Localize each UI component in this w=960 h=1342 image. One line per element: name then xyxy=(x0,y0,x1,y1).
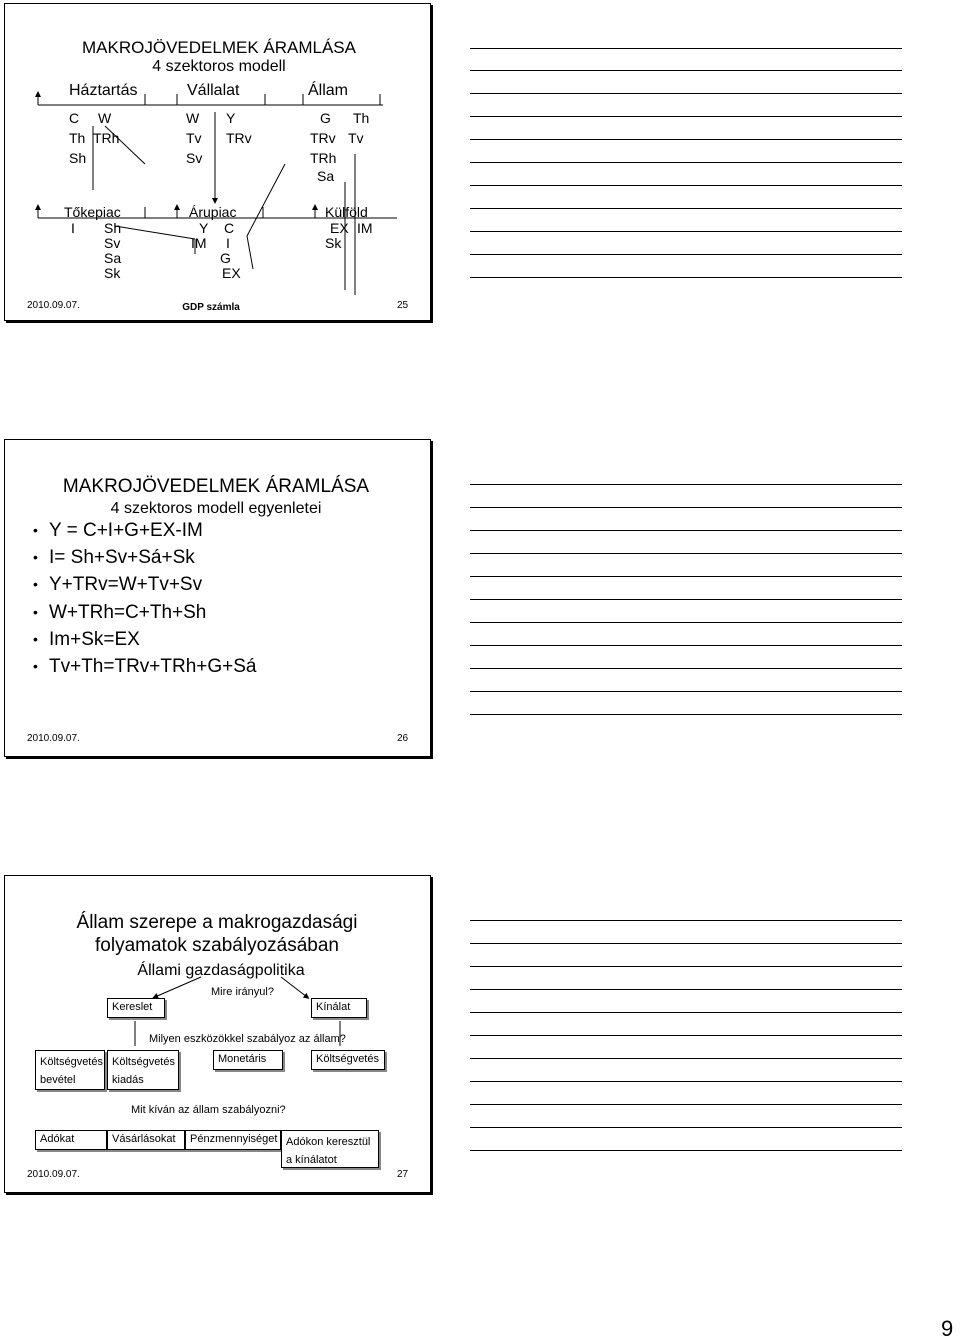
notes-line xyxy=(470,116,902,117)
state-item: Th xyxy=(353,110,370,126)
hh-item: TRh xyxy=(93,130,120,146)
state-item: TRh xyxy=(310,150,337,166)
equation-list xyxy=(33,517,257,680)
equation: • W+TRh=C+Th+Sh xyxy=(33,599,257,626)
goods-item: Y xyxy=(199,220,209,236)
notes-line xyxy=(470,185,902,186)
notes-line xyxy=(470,139,902,140)
notes-line xyxy=(470,48,902,49)
notes-line xyxy=(470,70,902,71)
firm-item: TRv xyxy=(226,130,252,146)
notes-line xyxy=(470,943,902,944)
firm-item: Y xyxy=(226,110,236,126)
tool-line: kiadás xyxy=(112,1074,144,1086)
goods-item: IM xyxy=(191,235,207,251)
policy-label: Állami gazdaságpolitika xyxy=(137,962,305,979)
capital-item: Sh xyxy=(104,220,122,236)
notes-line xyxy=(470,668,902,669)
firm-item: W xyxy=(186,110,200,126)
goods-item: EX xyxy=(222,265,241,281)
sector-household: Háztartás xyxy=(69,82,138,99)
notes-line xyxy=(470,553,902,554)
question-3: Mit kíván az állam szabályozni? xyxy=(131,1104,286,1116)
slide-footer: GDP számla xyxy=(182,302,240,313)
supply-label: Kínálat xyxy=(316,1001,351,1013)
page-number: 9 xyxy=(941,1316,954,1341)
slide-title: MAKROJÖVEDELMEK ÁRAMLÁSA xyxy=(62,476,370,497)
equation: • Tv+Th=TRv+TRh+G+Sá xyxy=(33,653,257,680)
notes-line xyxy=(470,989,902,990)
notes-line xyxy=(470,93,902,94)
question-2: Milyen eszközökkel szabályoz az állam? xyxy=(149,1033,346,1045)
foreign-item: Sk xyxy=(325,235,342,251)
notes-line xyxy=(470,691,902,692)
notes-line xyxy=(470,530,902,531)
notes-line xyxy=(470,1012,902,1013)
hh-item: Sh xyxy=(69,150,87,166)
notes-line xyxy=(470,1127,902,1128)
slide-title-line2: folyamatok szabályozásában xyxy=(95,935,339,956)
slide-subtitle: 4 szektoros modell egyenletei xyxy=(110,500,322,517)
target-label: Pénzmennyiséget xyxy=(190,1133,278,1145)
tool-line: Költségvetés xyxy=(40,1056,103,1068)
equation: • Im+Sk=EX xyxy=(33,626,257,653)
capital-item: Sv xyxy=(104,235,121,251)
firm-item: Tv xyxy=(186,130,202,146)
equation: • Y = C+I+G+EX-IM xyxy=(33,517,257,544)
target-label: Vásárlásokat xyxy=(112,1133,176,1145)
notes-line xyxy=(470,231,902,232)
notes-line xyxy=(470,622,902,623)
policy-arrows xyxy=(5,876,432,1194)
slide-27 xyxy=(4,875,431,1193)
tool-line: Költségvetés xyxy=(112,1056,175,1068)
foreign-item: EX xyxy=(330,220,349,236)
notes-line xyxy=(470,920,902,921)
sector-state: Állam xyxy=(308,82,349,99)
notes-line xyxy=(470,1104,902,1105)
slide-number: 27 xyxy=(397,1169,409,1180)
notes-line xyxy=(470,645,902,646)
target-label: a kínálatot xyxy=(286,1154,337,1166)
market-foreign: Külföld xyxy=(325,204,368,220)
flow-arrows xyxy=(5,4,432,322)
slide-date: 2010.09.07. xyxy=(27,733,80,744)
slide-title-line1: Állam szerepe a makrogazdasági xyxy=(76,912,358,933)
goods-item: G xyxy=(220,250,231,266)
notes-line xyxy=(470,599,902,600)
state-item: TRv xyxy=(310,130,336,146)
state-item: Tv xyxy=(348,130,364,146)
notes-line xyxy=(470,484,902,485)
firm-item: Sv xyxy=(186,150,203,166)
tool-line: Költségvetés xyxy=(316,1053,379,1065)
goods-item: I xyxy=(226,235,230,251)
market-goods: Árupiac xyxy=(189,204,237,220)
question-1: Mire irányul? xyxy=(211,986,274,998)
equation: • Y+TRv=W+Tv+Sv xyxy=(33,571,257,598)
capital-item: Sa xyxy=(104,250,122,266)
equation: • I= Sh+Sv+Sá+Sk xyxy=(33,544,257,571)
hh-item: W xyxy=(98,110,112,126)
notes-line xyxy=(470,1150,902,1151)
notes-line xyxy=(470,507,902,508)
target-label: Adókon keresztül xyxy=(286,1136,371,1148)
goods-item: C xyxy=(224,220,235,236)
tool-line: bevétel xyxy=(40,1074,76,1086)
capital-item: Sk xyxy=(104,265,121,281)
slide-date: 2010.09.07. xyxy=(27,300,80,311)
notes-line xyxy=(470,1081,902,1082)
notes-line xyxy=(470,576,902,577)
state-item: Sa xyxy=(317,168,335,184)
notes-line xyxy=(470,966,902,967)
slide-25 xyxy=(4,3,431,321)
slide-number: 25 xyxy=(397,300,409,311)
hh-item: Th xyxy=(69,130,86,146)
slide-subtitle: 4 szektoros modell xyxy=(152,58,286,75)
notes-line xyxy=(470,714,902,715)
hh-item: C xyxy=(69,110,80,126)
notes-line xyxy=(470,162,902,163)
notes-line xyxy=(470,254,902,255)
market-capital: Tőkepiac xyxy=(64,204,121,220)
state-item: G xyxy=(320,110,331,126)
sector-firm: Vállalat xyxy=(187,82,240,99)
notes-line xyxy=(470,277,902,278)
slide-number: 26 xyxy=(397,733,409,744)
slide-title: MAKROJÖVEDELMEK ÁRAMLÁSA xyxy=(82,38,356,57)
capital-item: I xyxy=(71,220,75,236)
target-label: Adókat xyxy=(40,1133,75,1145)
tool-line: Monetáris xyxy=(218,1053,267,1065)
notes-line xyxy=(470,1035,902,1036)
notes-line xyxy=(470,1058,902,1059)
notes-line xyxy=(470,208,902,209)
demand-label: Kereslet xyxy=(112,1001,153,1013)
slide-date: 2010.09.07. xyxy=(27,1169,80,1180)
foreign-item: IM xyxy=(357,220,373,236)
slide-26 xyxy=(4,439,431,757)
